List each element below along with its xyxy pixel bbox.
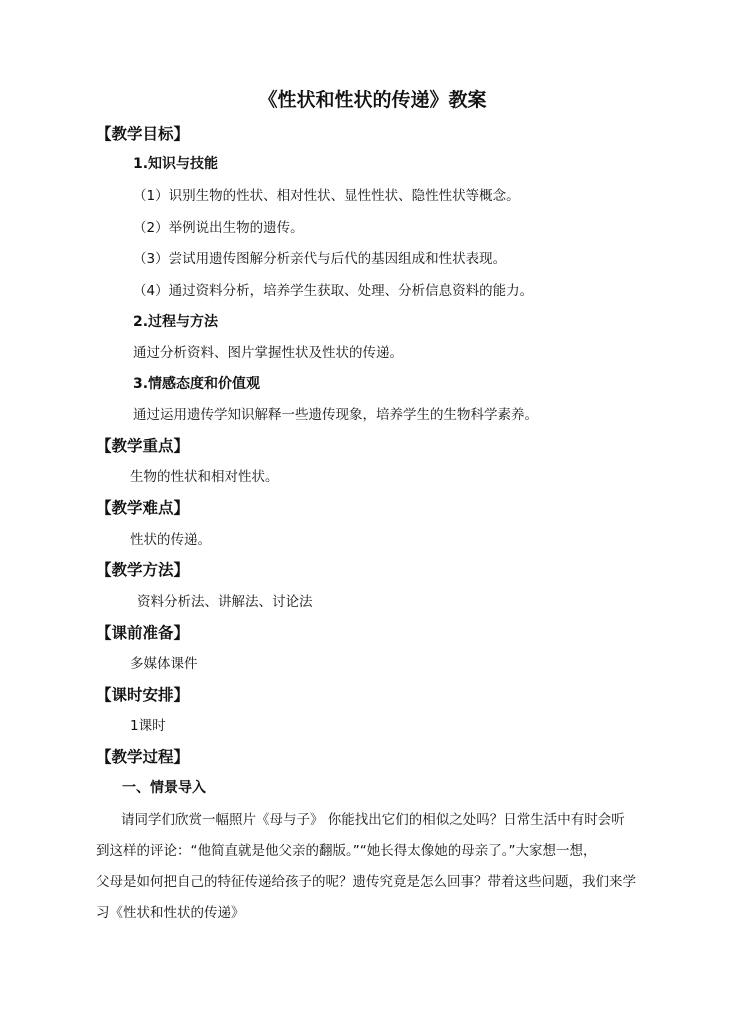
process-paragraph-line: 请同学们欣赏一幅照片《母与子》 你能找出它们的相似之处吗？日常生活中有时会听 [121,812,625,828]
difficulties-heading: 【教学难点】 [96,499,190,517]
objectives-subheading-knowledge: 1.知识与技能 [133,156,219,172]
process-heading: 【教学过程】 [96,748,190,766]
process-paragraph-line: 习《性状和性状的传递》 [96,905,245,921]
methods-heading: 【教学方法】 [96,561,190,579]
preparation-text: 多媒体课件 [130,656,198,672]
key-points-heading: 【教学重点】 [96,437,190,455]
objectives-heading: 【教学目标】 [96,125,190,143]
schedule-text: 1课时 [130,718,166,734]
objective-item: （2）举例说出生物的遗传。 [133,220,304,236]
objectives-process-text: 通过分析资料、图片掌握性状及性状的传递。 [133,345,403,361]
objectives-attitude-text: 通过运用遗传学知识解释一些遗传现象，培养学生的生物科学素养。 [133,407,538,423]
process-paragraph-line: 父母是如何把自己的特征传递给孩子的呢？遗传究竟是怎么回事？带着这些问题，我们来学 [96,874,636,890]
objective-item: （3）尝试用遗传图解分析亲代与后代的基因组成和性状表现。 [133,251,507,267]
objectives-subheading-attitude: 3.情感态度和价值观 [133,376,261,392]
difficulties-text: 性状的传递。 [130,532,211,548]
schedule-heading: 【课时安排】 [96,686,190,704]
process-subheading-intro: 一、情景导入 [122,780,206,796]
key-points-text: 生物的性状和相对性状。 [130,469,279,485]
objectives-subheading-process: 2.过程与方法 [133,314,219,330]
document-title: 《性状和性状的传递》教案 [258,89,487,111]
objective-item: （4）通过资料分析，培养学生获取、处理、分析信息资料的能力。 [133,283,534,299]
objective-item: （1）识别生物的性状、相对性状、显性性状、隐性性状等概念。 [133,188,520,204]
preparation-heading: 【课前准备】 [96,624,190,642]
process-paragraph-line: 到这样的评论：“他简直就是他父亲的翻版。”“她长得太像她的母亲了。”大家想一想， [96,843,597,859]
methods-text: 资料分析法、讲解法、讨论法 [137,594,313,610]
